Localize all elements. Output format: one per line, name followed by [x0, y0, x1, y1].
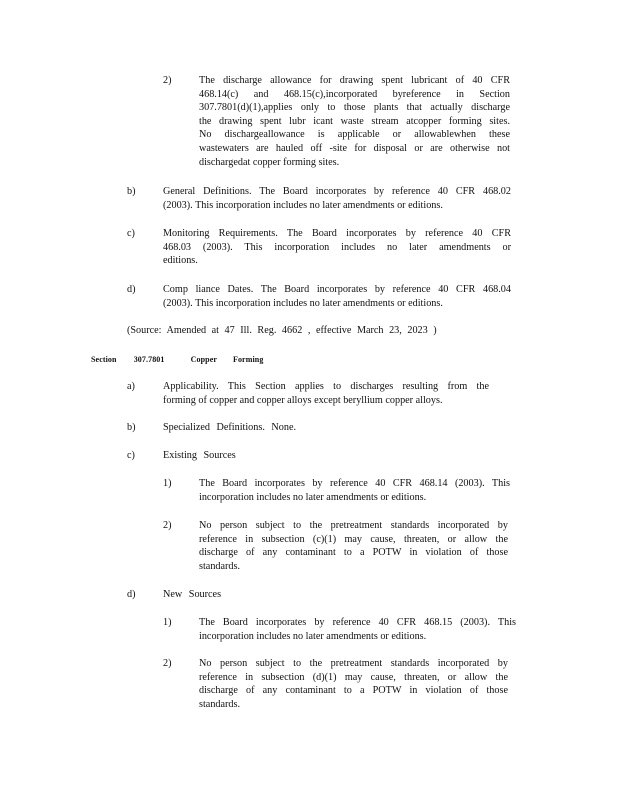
paragraph-existing-incorporation: [199, 477, 510, 504]
section-heading: [91, 353, 263, 367]
text-line: editions.: [163, 255, 198, 267]
item-label: c): [127, 228, 135, 239]
item-label: d): [127, 589, 136, 600]
paragraph-applicability: [163, 380, 489, 407]
item-label: b): [127, 186, 136, 197]
text-line: standards.: [199, 698, 241, 710]
text-line: No dischargeallowance is applicable or allowablewhen these: [199, 129, 510, 141]
text-line: dischargedat copper forming sites.: [199, 156, 340, 168]
paragraph-compliance-dates: [163, 283, 511, 310]
text-line: Applicability. This Section applies to discharges resulting from the: [163, 381, 489, 392]
item-label: 2): [163, 658, 172, 669]
text-line: The discharge allowance for drawing spent lubricant of 40 CFR: [199, 75, 510, 86]
text-line: No person subject to the pretreatment standards incorporated by: [199, 520, 508, 531]
section-name: Copper Forming: [190, 355, 264, 364]
section-word: Section: [91, 355, 117, 364]
text-line: Monitoring Requirements. The Board incorporates by reference 40 CFR: [163, 228, 511, 239]
subheading-existing-sources: Existing Sources: [163, 450, 236, 461]
text-line: (2003). This incorporation includes no later amendments or editions.: [163, 297, 443, 309]
text-line: 468.14(c) and 468.15(c),incorporated byreference in Section: [199, 88, 510, 100]
item-label: a): [127, 381, 135, 392]
item-label: b): [127, 422, 136, 433]
text-line: wastewaters are hauled off -site for disposal or are otherwise not: [199, 142, 510, 154]
text-line: reference in subsection (c)(1) may cause, threaten, or allow the: [199, 533, 508, 545]
text-line: 468.03 (2003). This incorporation includes no later amendments or: [163, 241, 511, 253]
paragraph-discharge-allowance: [199, 74, 510, 169]
paragraph-specialized-definitions: Specialized Definitions. None.: [163, 422, 297, 433]
text-line: incorporation includes no later amendments or editions.: [199, 630, 427, 642]
text-line: incorporation includes no later amendments or editions.: [199, 491, 427, 503]
text-line: The Board incorporates by reference 40 CFR 468.14 (2003). This: [199, 478, 510, 489]
text-line: The Board incorporates by reference 40 CFR 468.15 (2003). This: [199, 617, 516, 628]
text-line: 307.7801(d)(1),applies only to those plants that actually discharge: [199, 102, 510, 114]
item-label: c): [127, 450, 135, 461]
item-label: 1): [163, 478, 172, 489]
text-line: (2003). This incorporation includes no later amendments or editions.: [163, 199, 443, 211]
paragraph-new-prohibition: [199, 657, 508, 711]
text-line: standards.: [199, 560, 241, 572]
item-label: d): [127, 284, 136, 295]
paragraph-general-definitions: [163, 185, 511, 212]
text-line: Comp liance Dates. The Board incorporates by reference 40 CFR 468.04: [163, 284, 511, 295]
text-line: No person subject to the pretreatment standards incorporated by: [199, 658, 508, 669]
text-line: General Definitions. The Board incorporates by reference 40 CFR 468.02: [163, 186, 511, 197]
item-label: 1): [163, 617, 172, 628]
paragraph-existing-prohibition: [199, 519, 508, 573]
section-number: 307.7801: [133, 355, 165, 364]
item-label: 2): [163, 520, 172, 531]
paragraph-new-incorporation: [199, 616, 516, 643]
subheading-new-sources: New Sources: [163, 589, 222, 600]
text-line: reference in subsection (d)(1) may cause, threaten, or allow the: [199, 671, 508, 683]
text-line: discharge of any contaminant to a POTW in violation of those: [199, 685, 508, 697]
text-line: discharge of any contaminant to a POTW in violation of those: [199, 547, 508, 559]
source-note: (Source: Amended at 47 Ill. Reg. 4662 , effective March 23, 2023 ): [127, 325, 437, 336]
item-label: 2): [163, 75, 172, 86]
text-line: forming of copper and copper alloys except beryllium copper alloys.: [163, 394, 443, 406]
text-line: the drawing spent lubr icant waste stream atcopper forming sites.: [199, 115, 510, 127]
paragraph-monitoring-requirements: [163, 227, 511, 268]
